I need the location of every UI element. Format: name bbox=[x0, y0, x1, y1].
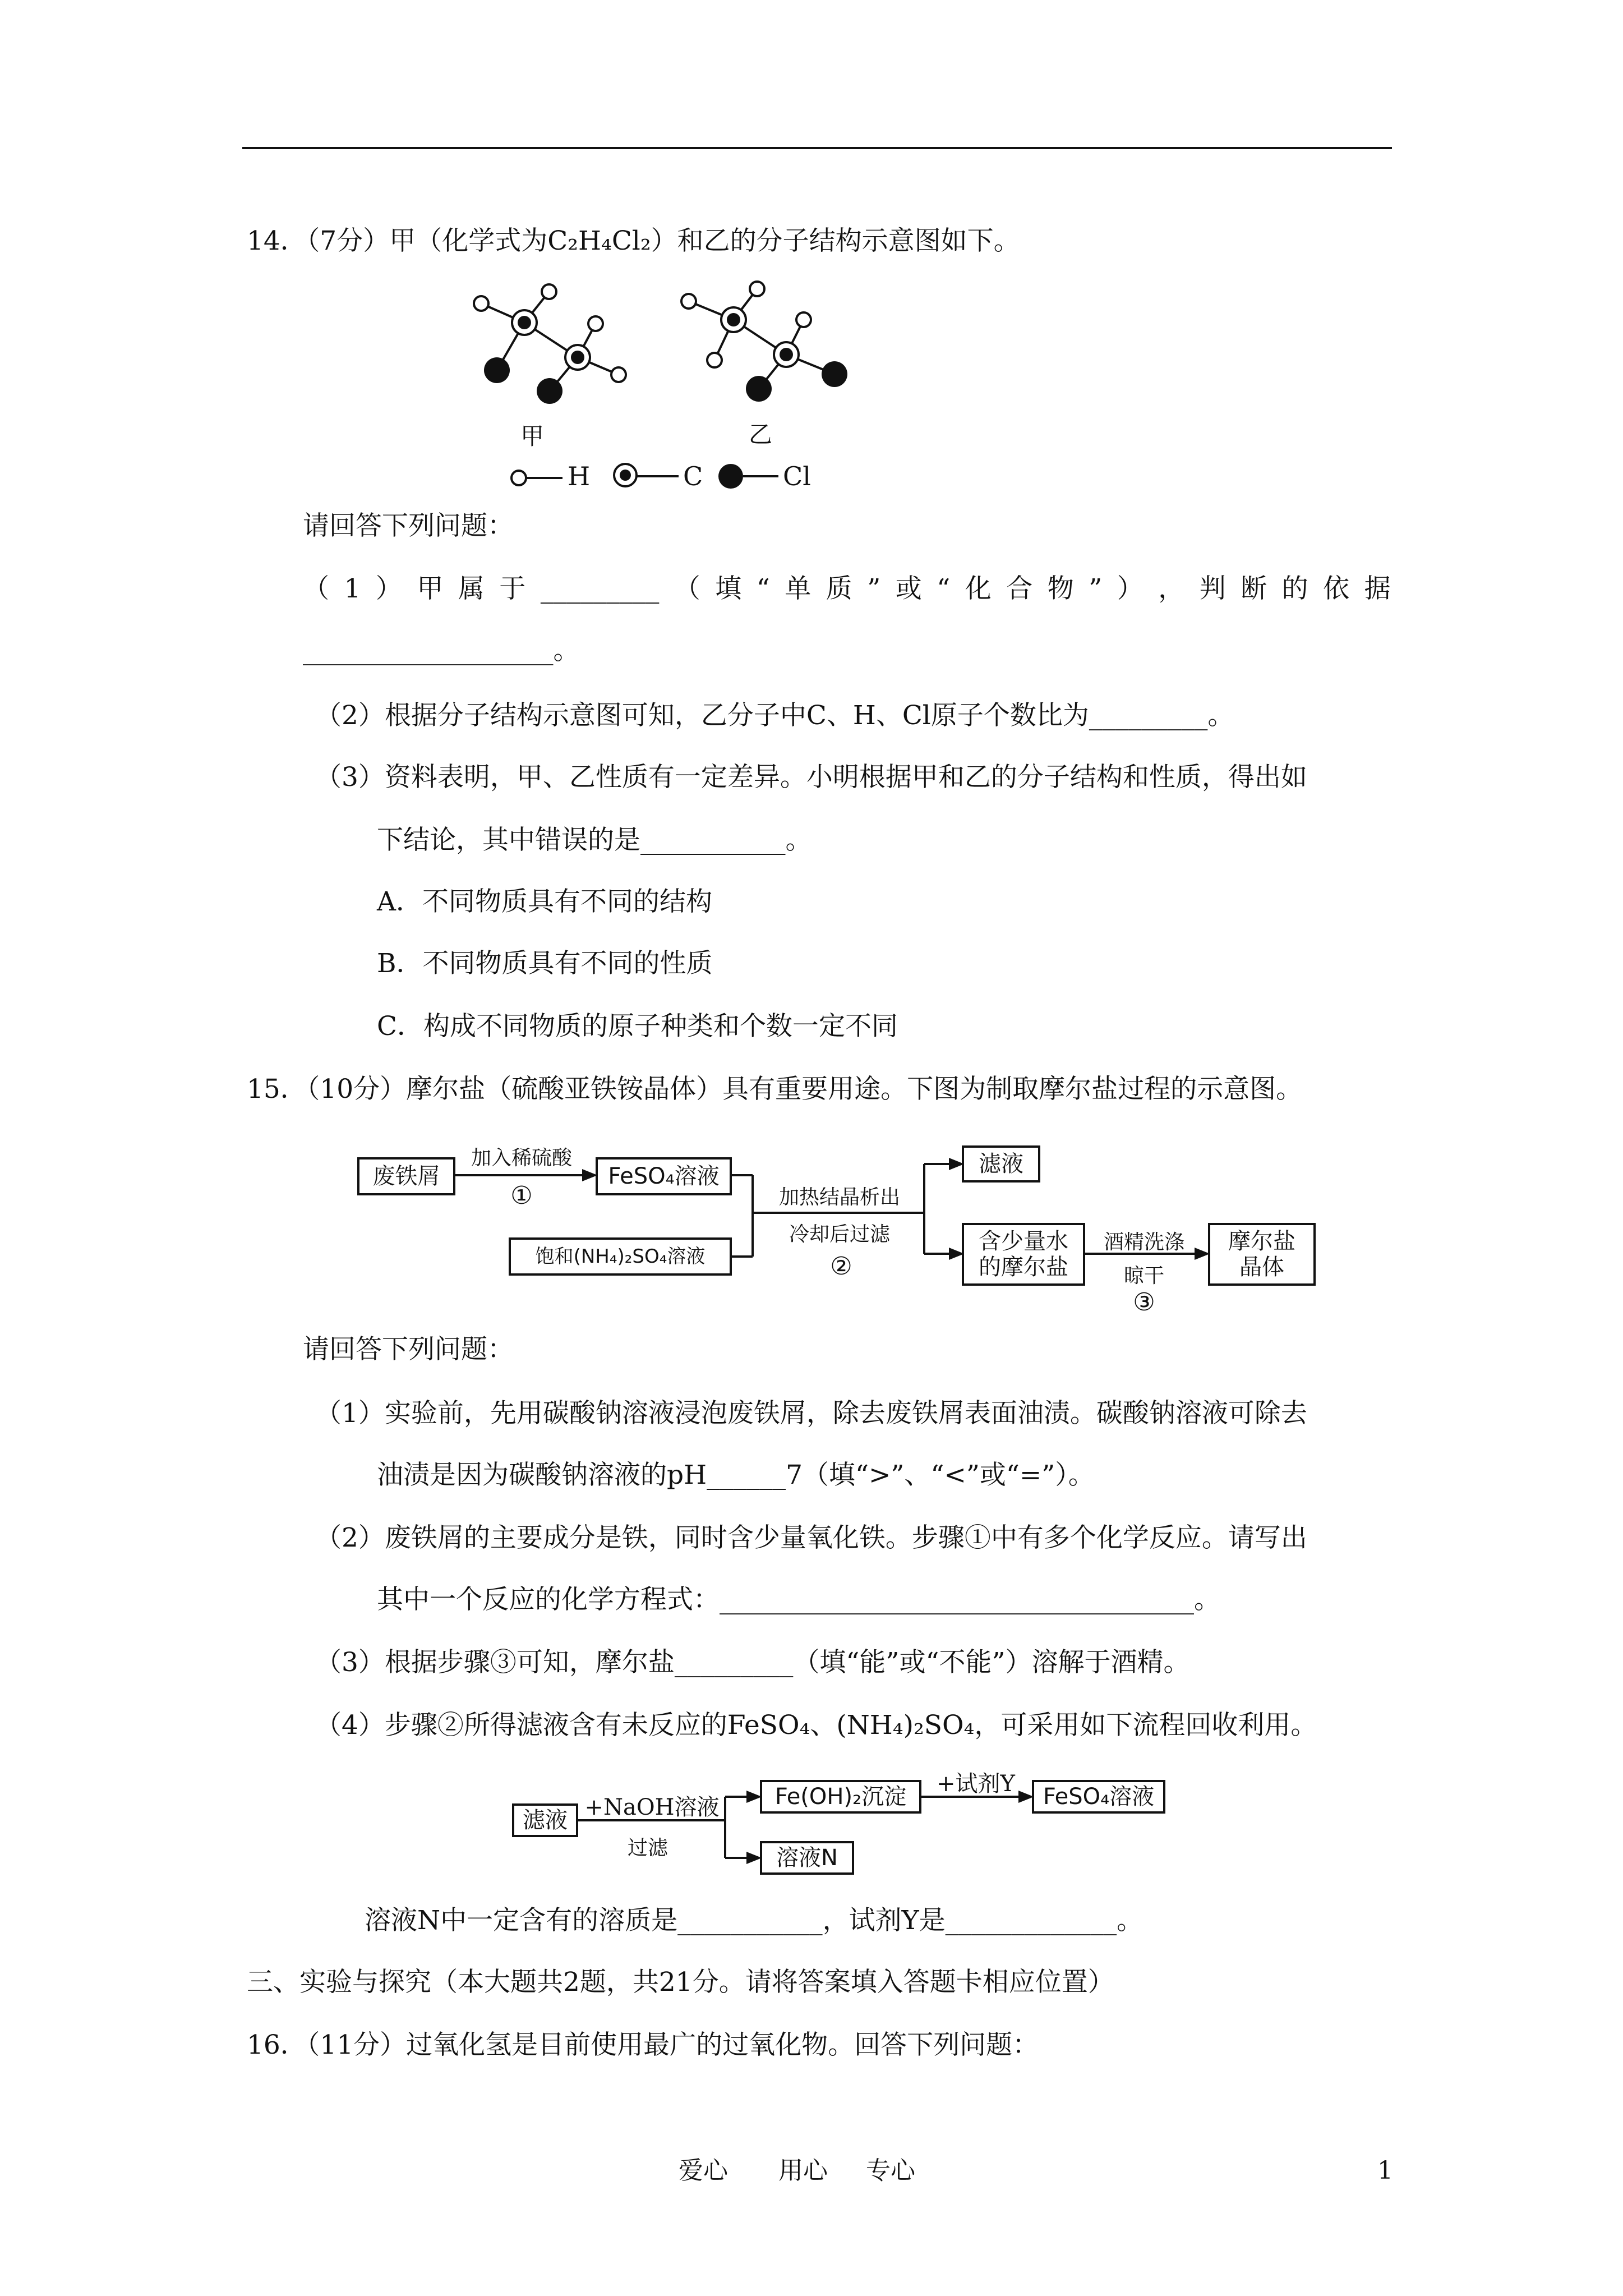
q14-option-a: A．不同物质具有不同的结构 bbox=[377, 886, 712, 917]
h-atom bbox=[474, 296, 488, 311]
box-feso4-2-text: FeSO₄溶液 bbox=[1043, 1784, 1155, 1810]
step2-number: ② bbox=[830, 1252, 852, 1281]
h-atom bbox=[707, 353, 722, 367]
box-ferrous-hydroxide-text: Fe(OH)₂沉淀 bbox=[774, 1784, 907, 1810]
h-atom bbox=[542, 284, 556, 299]
box-filtrate bbox=[962, 1145, 1040, 1182]
q14-p1-line2[interactable]: ___________________。 bbox=[303, 635, 580, 666]
naoh-label: +NaOH溶液 bbox=[584, 1795, 720, 1820]
cl-atom bbox=[537, 378, 562, 404]
header-rule bbox=[242, 147, 1392, 149]
c-atom bbox=[565, 345, 590, 370]
page-number: 1 bbox=[1377, 2156, 1393, 2185]
q14-p1-part: 质 bbox=[826, 573, 852, 604]
step3-label-2: 晾干 bbox=[1123, 1264, 1164, 1287]
q14-p3-line1: （3）资料表明，甲、乙性质有一定差异。小明根据甲和乙的分子结构和性质，得出如 bbox=[315, 762, 1307, 793]
label-jia: 甲 bbox=[520, 422, 545, 450]
q15-p2-line2: 其中一个反应的化学方程式：____________________________________。 bbox=[377, 1584, 1220, 1615]
h-atom bbox=[681, 294, 696, 309]
q14-p1-part: 填 bbox=[715, 573, 742, 604]
q14-p1-part: “ bbox=[937, 573, 951, 604]
q15-p1-line1: （1）实验前，先用碳酸钠溶液浸泡废铁屑，除去废铁屑表面油渍。碳酸钠溶液可除去 bbox=[315, 1398, 1307, 1429]
q14-p1-part: ） bbox=[375, 573, 402, 604]
box-crystal-line1: 摩尔盐 bbox=[1228, 1228, 1295, 1254]
q15-p4-answer: 溶液N中一定含有的溶质是___________，试剂Y是_____________。 bbox=[365, 1905, 1144, 1936]
h-atom bbox=[750, 282, 764, 296]
q14-p1-part: 单 bbox=[785, 573, 811, 604]
box-crystal-line2: 晶体 bbox=[1239, 1254, 1284, 1280]
step1-number: ① bbox=[510, 1181, 533, 1210]
q16-title: 16．（11分）过氧化氢是目前使用最广的过氧化物。回答下列问题： bbox=[247, 2030, 1039, 2060]
q14-option-b: B．不同物质具有不同的性质 bbox=[377, 948, 713, 979]
box-filtrate-2-text: 滤液 bbox=[523, 1807, 568, 1833]
box-solution-n bbox=[760, 1841, 854, 1875]
q14-p1-part: ， bbox=[1158, 573, 1185, 604]
box-feso4-text: FeSO₄溶液 bbox=[608, 1163, 720, 1189]
legend-h-label: H bbox=[568, 461, 591, 491]
q14-p1-part: 化 bbox=[965, 573, 992, 604]
legend-cl-symbol bbox=[718, 464, 743, 489]
q14-prompt: 请回答下列问题： bbox=[303, 510, 514, 541]
footer-motto-2: 用心 bbox=[778, 2156, 828, 2185]
label-yi: 乙 bbox=[749, 421, 773, 448]
legend-cl-label: Cl bbox=[783, 461, 811, 491]
box-ferrous-hydroxide bbox=[760, 1780, 921, 1814]
q14-p1-part: 1 bbox=[344, 573, 361, 604]
box-feso4-2 bbox=[1032, 1780, 1165, 1814]
q15-p3: （3）根据步骤③可知，摩尔盐_________（填“能”或“不能”）溶解于酒精。 bbox=[315, 1647, 1190, 1678]
molecule-legend bbox=[511, 464, 778, 489]
step2-label-1: 加热结晶析出 bbox=[778, 1186, 900, 1209]
box-scrap-iron bbox=[357, 1157, 455, 1195]
box-mohr-salt-crystal bbox=[1208, 1223, 1316, 1286]
q14-p1-part: 属 bbox=[458, 573, 485, 604]
q14-p1-part: 据 bbox=[1364, 573, 1391, 604]
box-wet-mohr-salt bbox=[962, 1223, 1085, 1286]
box-wet-salt-line1: 含少量水 bbox=[979, 1228, 1068, 1254]
section-3-heading: 三、实验与探究（本大题共2题，共21分。请将答案填入答题卡相应位置） bbox=[247, 1967, 1114, 1998]
q14-p1-blank[interactable]: _________ bbox=[540, 573, 660, 604]
step2-label-2: 冷却后过滤 bbox=[789, 1223, 890, 1246]
q15-p4: （4）步骤②所得滤液含有未反应的FeSO₄、(NH₄)₂SO₄，可采用如下流程回收利用。 bbox=[315, 1710, 1317, 1741]
q15-title: 15．（10分）摩尔盐（硫酸亚铁铵晶体）具有重要用途。下图为制取摩尔盐过程的示意图。 bbox=[247, 1074, 1303, 1105]
box-solution-n-text: 溶液N bbox=[776, 1845, 838, 1871]
filter-label: 过滤 bbox=[627, 1837, 668, 1860]
q14-p2: （2）根据分子结构示意图可知，乙分子中C、H、Cl原子个数比为_________。 bbox=[315, 700, 1234, 731]
q14-option-c: C．构成不同物质的原子种类和个数一定不同 bbox=[377, 1011, 898, 1042]
q14-p1-part: ” bbox=[1089, 573, 1103, 604]
q14-p1-part: （ bbox=[303, 573, 329, 604]
c-atom bbox=[774, 342, 799, 367]
c-atom bbox=[721, 307, 746, 332]
q14-p1-part: “ bbox=[756, 573, 770, 604]
cl-atom bbox=[484, 357, 510, 383]
box-filtrate-2 bbox=[512, 1803, 578, 1837]
step3-number: ③ bbox=[1133, 1288, 1155, 1317]
box-ammonium-sulfate bbox=[509, 1237, 732, 1276]
h-atom bbox=[611, 367, 626, 382]
legend-c-symbol bbox=[614, 464, 637, 486]
box-ammonium-text: 饱和(NH₄)₂SO₄溶液 bbox=[535, 1245, 706, 1268]
cl-atom bbox=[746, 376, 772, 402]
q14-p1-part: ” bbox=[867, 573, 881, 604]
box-filtrate-text: 滤液 bbox=[979, 1151, 1023, 1177]
h-atom bbox=[588, 316, 603, 331]
q14-p3-line2: 下结论，其中错误的是___________。 bbox=[377, 825, 812, 855]
legend-h-symbol bbox=[511, 471, 526, 485]
molecule-yi bbox=[681, 282, 847, 402]
step3-label-1: 酒精洗涤 bbox=[1103, 1231, 1184, 1254]
box-scrap-iron-text: 废铁屑 bbox=[372, 1163, 440, 1189]
q14-p1-part: 或 bbox=[895, 573, 922, 604]
footer-motto-3: 专心 bbox=[866, 2156, 915, 2185]
box-feso4-solution bbox=[596, 1157, 732, 1195]
q15-p2-line1: （2）废铁屑的主要成分是铁，同时含少量氧化铁。步骤①中有多个化学反应。请写出 bbox=[315, 1522, 1307, 1553]
q14-p1-part: 合 bbox=[1006, 573, 1033, 604]
cl-atom bbox=[822, 361, 847, 387]
h-atom bbox=[796, 312, 811, 327]
q14-p1-part: 甲 bbox=[417, 573, 444, 604]
q14-title: 14．（7分）甲（化学式为C₂H₄Cl₂）和乙的分子结构示意图如下。 bbox=[247, 226, 1020, 256]
q14-p1-part: 物 bbox=[1047, 573, 1074, 604]
legend-c-label: C bbox=[683, 461, 703, 491]
footer-motto-1: 爱心 bbox=[679, 2156, 728, 2185]
q14-p1-part: 的 bbox=[1281, 573, 1308, 604]
q14-p1-part: （ bbox=[674, 573, 700, 604]
c-atom bbox=[512, 310, 537, 335]
molecule-jia bbox=[474, 284, 626, 404]
q15-prompt: 请回答下列问题： bbox=[303, 1334, 514, 1365]
q14-p1-part: 判 bbox=[1199, 573, 1226, 604]
q14-p1-part: 于 bbox=[499, 573, 526, 604]
q14-p1-line1 bbox=[303, 572, 1391, 606]
q14-p1-part: ） bbox=[1117, 573, 1144, 604]
q14-p1-part: 依 bbox=[1323, 573, 1350, 604]
q15-p1-line2: 油渍是因为碳酸钠溶液的pH______7（填“>”、“<”或“=”）。 bbox=[377, 1460, 1095, 1490]
step1-label: 加入稀硫酸 bbox=[471, 1147, 572, 1170]
reagent-y-label: +试剂Y bbox=[937, 1771, 1015, 1797]
q14-p1-part: 断 bbox=[1241, 573, 1267, 604]
box-wet-salt-line2: 的摩尔盐 bbox=[979, 1254, 1068, 1280]
